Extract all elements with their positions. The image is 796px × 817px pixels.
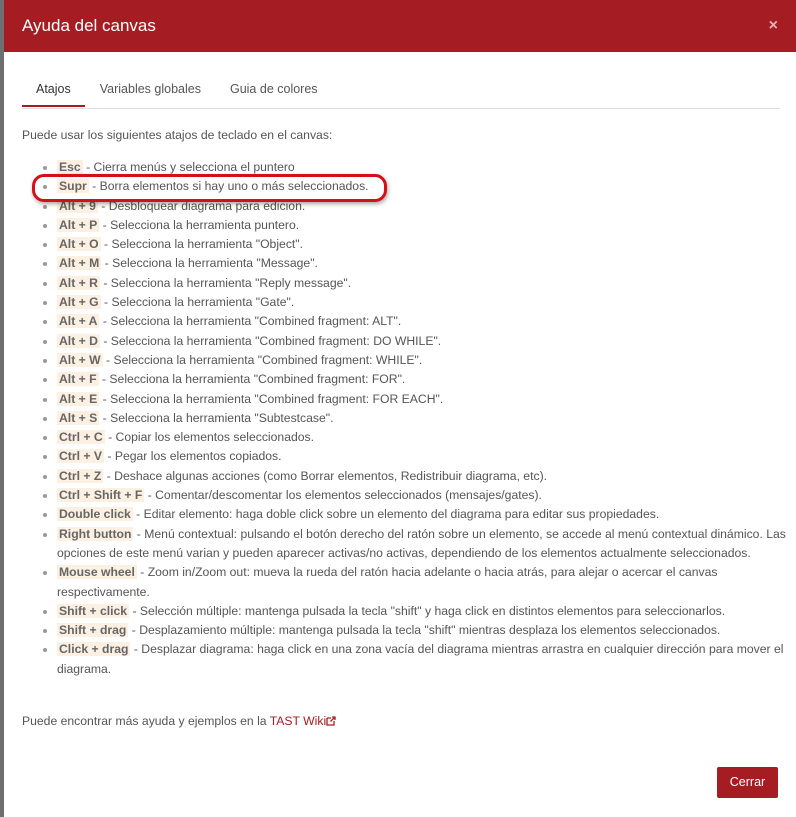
footer-help <box>22 714 336 728</box>
shortcut-item <box>57 254 796 273</box>
shortcut-key: Double click <box>59 507 131 522</box>
shortcut-key: Shift + click <box>59 603 128 618</box>
shortcut-description: - Zoom in/Zoom out: mueva la rueda del ratón hacia adelante o hacia atrás, para alejar o acercar el canvas respectivamente. <box>57 565 718 599</box>
shortcut-item <box>57 235 796 254</box>
shortcut-key: Shift + drag <box>59 623 127 638</box>
close-icon[interactable]: × <box>768 17 778 34</box>
shortcut-item <box>57 563 796 602</box>
shortcut-key: Alt + S <box>59 410 98 425</box>
shortcut-item <box>57 390 796 409</box>
tab-guia-de-colores[interactable]: Guia de colores <box>229 82 318 96</box>
shortcut-description: - Selecciona la herramienta "Combined fragment: FOR". <box>98 372 406 387</box>
shortcut-item <box>57 409 796 428</box>
shortcut-description: - Selecciona la herramienta "Combined fragment: DO WHILE". <box>99 333 442 348</box>
shortcut-key: Ctrl + Shift + F <box>59 488 143 503</box>
wiki-link[interactable] <box>270 714 336 728</box>
shortcut-description: - Selecciona la herramienta "Message". <box>101 256 318 271</box>
shortcut-key: Right button <box>59 526 132 541</box>
shortcut-item <box>57 621 796 640</box>
shortcut-description: - Borra elementos si hay uno o más seleccionados. <box>88 179 369 194</box>
tab-atajos[interactable]: Atajos <box>22 72 85 107</box>
shortcut-key: Alt + O <box>59 237 99 252</box>
shortcut-key: Mouse wheel <box>59 565 135 580</box>
shortcut-key: Alt + E <box>59 391 98 406</box>
external-link-icon <box>326 716 336 726</box>
shortcut-item <box>57 640 796 679</box>
shortcut-key: Alt + A <box>59 314 98 329</box>
shortcut-key: Alt + M <box>59 256 100 271</box>
shortcut-description: - Selecciona la herramienta "Combined fragment: FOR EACH". <box>99 391 444 406</box>
shortcut-key: Alt + G <box>59 295 99 310</box>
shortcut-description: - Editar elemento: haga doble click sobre un elemento del diagrama para editar sus propiedades. <box>132 507 660 522</box>
shortcut-item <box>57 370 796 389</box>
close-button[interactable]: Cerrar <box>717 767 778 798</box>
shortcut-description: - Pegar los elementos copiados. <box>104 449 282 464</box>
shortcut-key: Alt + D <box>59 333 98 348</box>
shortcut-key: Alt + 9 <box>59 198 96 213</box>
shortcut-description: - Comentar/descomentar los elementos seleccionados (mensajes/gates). <box>144 488 542 503</box>
shortcut-description: - Selecciona la herramienta "Object". <box>100 237 304 252</box>
shortcut-item <box>57 293 796 312</box>
shortcut-key: Ctrl + V <box>59 449 103 464</box>
modal-header <box>4 0 796 52</box>
modal-title: Ayuda del canvas <box>22 16 156 35</box>
shortcut-item <box>57 467 796 486</box>
shortcut-description: - Desplazar diagrama: haga click en una zona vacía del diagrama mientras arrastra en cualquier dirección para mover el diagrama. <box>57 642 784 676</box>
shortcut-description: - Deshace algunas acciones (como Borrar elementos, Redistribuir diagrama, etc). <box>103 468 548 483</box>
shortcut-item <box>57 428 796 447</box>
shortcut-item <box>57 486 796 505</box>
shortcut-description: - Cierra menús y selecciona el puntero <box>82 160 295 174</box>
intro-text: Puede usar los siguientes atajos de teclado en el canvas: <box>22 128 333 142</box>
shortcut-key: Alt + P <box>59 217 98 232</box>
tab-bar <box>22 72 780 109</box>
shortcut-description: - Selecciona la herramienta "Subtestcase". <box>99 410 334 425</box>
shortcut-description: - Menú contextual: pulsando el botón derecho del ratón sobre un elemento, se accede al menú contextual dinámico. Las opciones de este menú varian y pueden aparecer activas/no activas, dependiendo de los elementos actualmente seleccionados. <box>57 526 786 560</box>
shortcut-description: - Copiar los elementos seleccionados. <box>104 430 315 445</box>
shortcut-item <box>57 351 796 370</box>
shortcut-key: Alt + R <box>59 275 98 290</box>
tab-variables-globales[interactable]: Variables globales <box>99 82 201 96</box>
shortcut-item <box>57 312 796 331</box>
highlight-annotation <box>32 174 387 202</box>
shortcut-description: - Selecciona la herramienta puntero. <box>99 217 300 232</box>
shortcut-description: - Desplazamiento múltiple: mantenga pulsada la tecla "shift" mientras desplaza los elementos seleccionados. <box>128 623 721 638</box>
shortcut-key: Click + drag <box>59 642 129 657</box>
shortcut-key: Supr <box>59 179 87 194</box>
shortcut-item <box>57 505 796 524</box>
shortcut-description: - Selecciona la herramienta "Combined fragment: ALT". <box>99 314 402 329</box>
wiki-link-label: TAST Wiki <box>269 714 327 728</box>
shortcut-description: - Desbloquear diagrama para edicion. <box>97 198 306 213</box>
shortcut-item <box>57 332 796 351</box>
shortcut-key: Esc <box>59 160 81 174</box>
shortcut-description: - Selecciona la herramienta "Reply message". <box>99 275 352 290</box>
footer-text: Puede encontrar más ayuda y ejemplos en la <box>22 714 270 728</box>
shortcut-key: Ctrl + C <box>59 430 103 445</box>
shortcut-item <box>57 216 796 235</box>
shortcut-description: - Selecciona la herramienta "Gate". <box>100 295 295 310</box>
shortcut-description: - Selección múltiple: mantenga pulsada la tecla "shift" y haga click en distintos elementos para seleccionarlos. <box>129 603 726 618</box>
shortcut-item <box>57 447 796 466</box>
shortcut-key: Alt + W <box>59 352 101 367</box>
shortcut-key: Alt + F <box>59 372 97 387</box>
shortcut-item <box>57 525 796 564</box>
shortcut-key: Ctrl + Z <box>59 468 102 483</box>
help-modal <box>4 0 796 817</box>
shortcut-item <box>57 602 796 621</box>
shortcut-description: - Selecciona la herramienta "Combined fragment: WHILE". <box>102 352 423 367</box>
shortcut-item <box>57 274 796 293</box>
shortcut-list <box>39 158 796 679</box>
